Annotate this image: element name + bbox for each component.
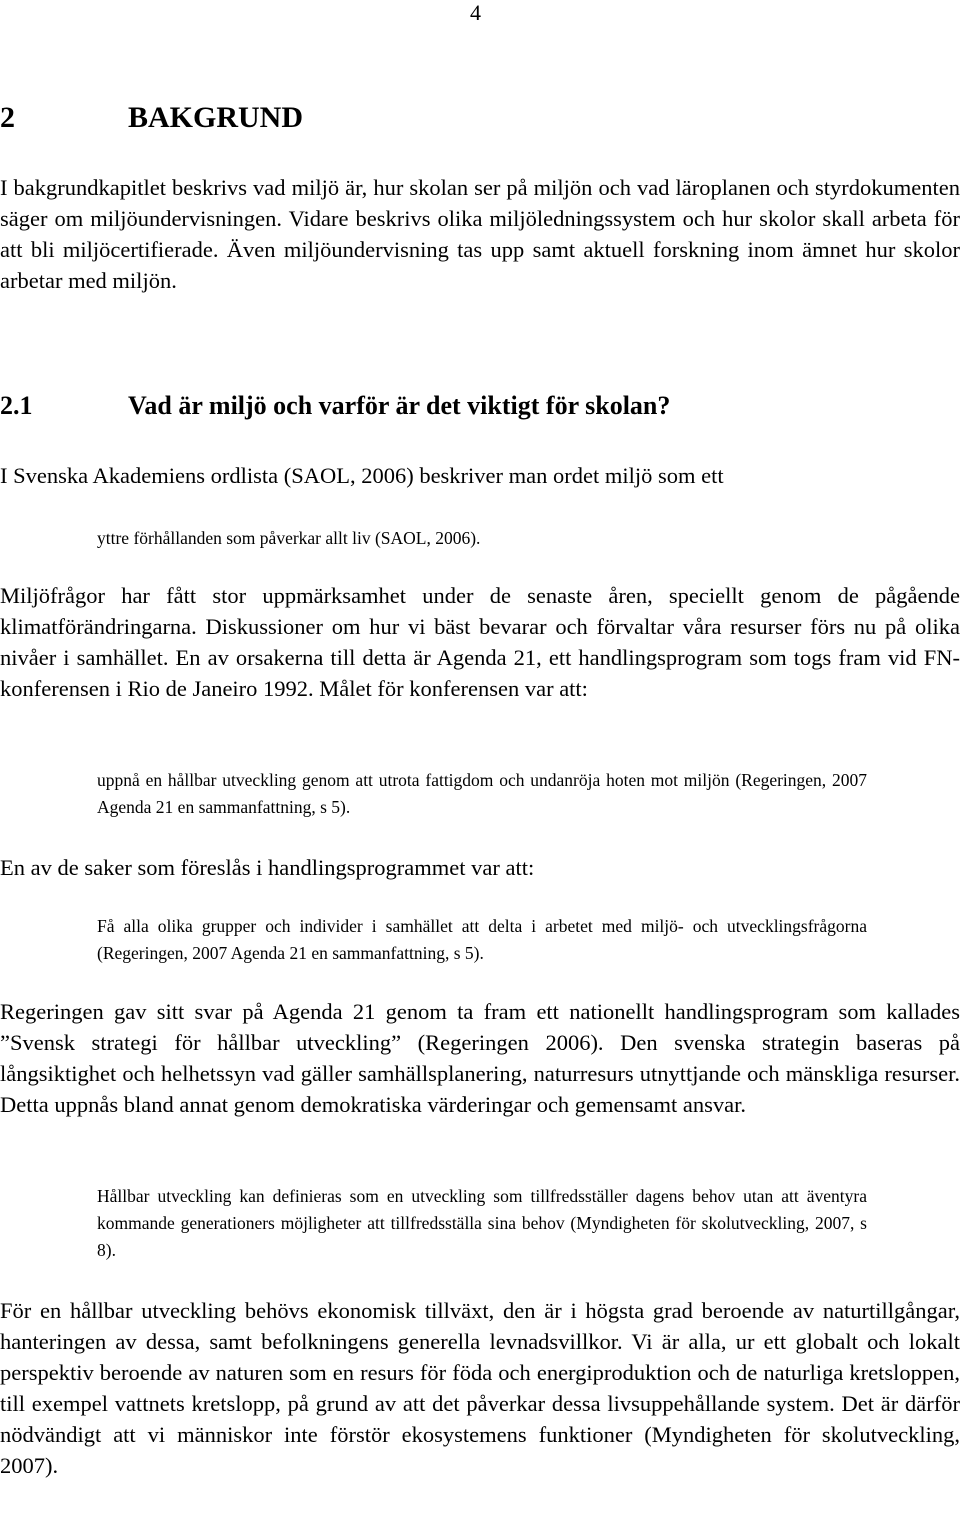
section-title: Vad är miljö och varför är det viktigt för skolan?: [128, 391, 671, 420]
chapter-number: 2: [0, 101, 15, 134]
paragraph-proposals: En av de saker som föreslås i handlingsprogrammet var att:: [0, 855, 535, 880]
quote-definition: Hållbar utveckling kan definieras som en utveckling som tillfredsställer dagens behov utan att äventyra kommande generationers möjligheter att tillfredsställa sina behov (Myndigheten för skolutveckling, 2007, s 8).: [97, 1186, 867, 1260]
quote-saol: yttre förhållanden som påverkar allt liv (SAOL, 2006).: [97, 528, 481, 548]
quote-participation: Få alla olika grupper och individer i samhället att delta i arbetet med miljö- och utvecklingsfrågorna (Regeringen, 2007 Agenda 21 en sammanfattning, s 5).: [97, 916, 867, 963]
paragraph-sustainable-development: För en hållbar utveckling behövs ekonomisk tillväxt, den är i högsta grad beroende av naturtillgångar, hanteringen av dessa, samt befolkningens generella levnadsvillkor. Vi är alla, ur ett globalt och lokalt perspektiv beroende av naturen som en resurs för föda och energiproduktion och de naturliga kretsloppen, till exempel vattnets kretslopp, på grund av att det påverkar dessa livsuppehållande system. Det är därför nödvändigt att vi människor inte förstör ekosystemens funktioner (Myndigheten för skolutveckling, 2007).: [0, 1298, 960, 1478]
paragraph-government-strategy: Regeringen gav sitt svar på Agenda 21 genom ta fram ett nationellt handlingsprogram som kallades ”Svensk strategi för hållbar utveckling” (Regeringen 2006). Den svenska strategin baseras på långsiktighet och helhetssyn vad gäller samhällsplanering, naturresurs utnyttjande och mänskliga resurser. Detta uppnås bland annat genom demokratiska värderingar och gemensamt ansvar.: [0, 999, 960, 1117]
page-number: 4: [470, 0, 481, 25]
quote-conference-goal: uppnå en hållbar utveckling genom att utrota fattigdom och undanröja hoten mot miljön (Regeringen, 2007 Agenda 21 en sammanfattning, s 5).: [97, 770, 867, 817]
chapter-heading: [0, 100, 960, 136]
intro-paragraph: I bakgrundkapitlet beskrivs vad miljö är, hur skolan ser på miljön och vad läroplanen och styrdokumenten säger om miljöundervisningen. Vidare beskrivs olika miljöledningssystem och hur skolor skall arbeta för att bli miljöcertifierade. Även miljöundervisning tas upp samt aktuell forskning inom ämnet hur skolor arbetar med miljön.: [0, 175, 960, 293]
section-heading: [0, 390, 960, 422]
section-number: 2.1: [0, 391, 33, 420]
chapter-title: BAKGRUND: [128, 101, 304, 134]
paragraph-agenda21: Miljöfrågor har fått stor uppmärksamhet under de senaste åren, speciellt genom de pågående klimatförändringarna. Diskussioner om hur vi bäst bevarar och förvaltar våra resurser förs nu på olika nivåer i samhället. En av orsakerna till detta är Agenda 21, ett handlingsprogram som togs fram vid FN-konferensen i Rio de Janeiro 1992. Målet för konferensen var att:: [0, 583, 960, 701]
paragraph-saol: I Svenska Akademiens ordlista (SAOL, 2006) beskriver man ordet miljö som ett: [0, 463, 724, 488]
